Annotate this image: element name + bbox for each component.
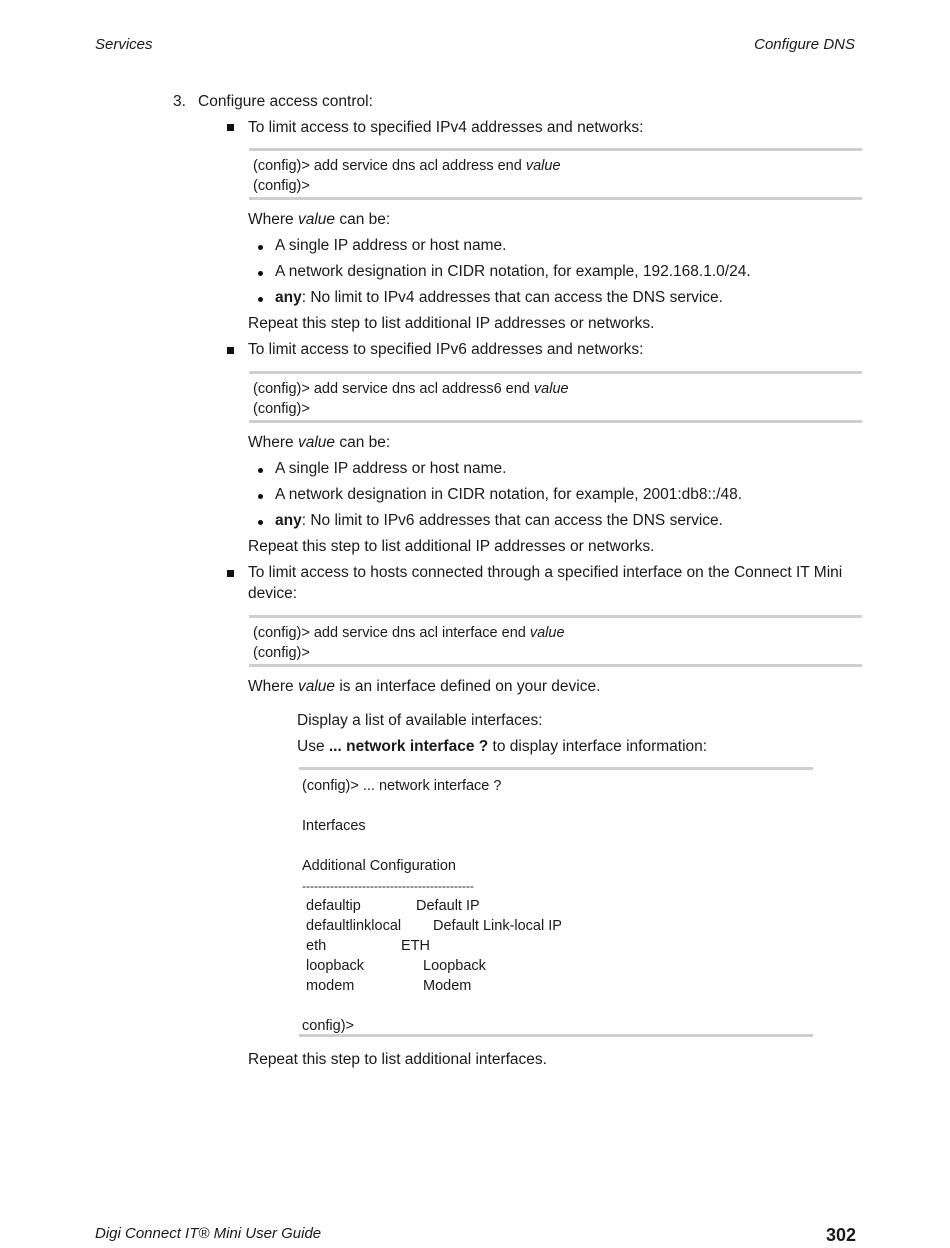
listing-prompt: config)> bbox=[302, 1018, 354, 1034]
ipv4-code-block bbox=[249, 148, 862, 200]
keyword: any bbox=[275, 512, 302, 529]
listing-section-heading: Interfaces bbox=[302, 818, 366, 834]
command-text: (config)> add service dns acl address end bbox=[253, 158, 526, 174]
ipv6-bullet-text: To limit access to specified IPv6 addresses and networks: bbox=[248, 341, 644, 358]
bullet-dot-icon bbox=[258, 494, 263, 499]
bullet-dot-icon bbox=[258, 271, 263, 276]
text: Where bbox=[248, 211, 298, 228]
ipv4-where-text bbox=[248, 210, 390, 230]
bullet-dot-icon bbox=[258, 297, 263, 302]
interface-name: defaultlinklocal bbox=[306, 918, 402, 934]
iface-command-line bbox=[253, 623, 565, 643]
command-text: (config)> add service dns acl address6 end bbox=[253, 381, 534, 397]
text: Use bbox=[297, 738, 329, 755]
ipv4-command-line bbox=[253, 156, 561, 176]
iface-use-text bbox=[297, 737, 707, 757]
text: : No limit to IPv4 addresses that can access the DNS service. bbox=[301, 289, 723, 306]
keyword: any bbox=[275, 289, 302, 306]
ipv4-bullet-text: To limit access to specified IPv4 addresses and networks: bbox=[248, 119, 644, 136]
value-term: value bbox=[297, 678, 336, 695]
square-bullet-icon bbox=[227, 347, 234, 354]
iface-where-text bbox=[248, 677, 600, 697]
list-item: A network designation in CIDR notation, for example, 2001:db8::/48. bbox=[275, 486, 743, 503]
iface-bullet-text-line2: device: bbox=[248, 585, 298, 602]
iface-repeat-text: Repeat this step to list additional interfaces. bbox=[248, 1051, 547, 1068]
ipv6-where-text bbox=[248, 433, 390, 453]
text: Where bbox=[248, 678, 298, 695]
value-term: value bbox=[297, 434, 336, 451]
ipv4-prompt-line: (config)> bbox=[253, 178, 310, 194]
text: can be: bbox=[335, 211, 391, 228]
listing-section-heading: Additional Configuration bbox=[302, 858, 456, 874]
value-term: value bbox=[297, 211, 336, 228]
command-placeholder: value bbox=[525, 158, 561, 174]
bullet-dot-icon bbox=[258, 468, 263, 473]
iface-code-block bbox=[249, 615, 862, 667]
running-header-section: Services bbox=[95, 36, 153, 53]
ipv6-code-block bbox=[249, 371, 862, 423]
interface-name: defaultip bbox=[306, 898, 361, 914]
footer-guide-title: Digi Connect IT® Mini User Guide bbox=[95, 1225, 322, 1242]
step-title: Configure access control: bbox=[198, 93, 373, 110]
bullet-dot-icon bbox=[258, 245, 263, 250]
text: is an interface defined on your device. bbox=[335, 678, 601, 695]
command-placeholder: value bbox=[529, 625, 565, 641]
text: Where bbox=[248, 434, 298, 451]
listing-separator: ------------------------------------------- bbox=[302, 879, 474, 893]
interface-name: eth bbox=[306, 938, 327, 954]
text: can be: bbox=[335, 434, 391, 451]
list-item: A single IP address or host name. bbox=[275, 237, 507, 254]
command-keyword: ... network interface ? bbox=[328, 738, 489, 755]
interface-description: Modem bbox=[423, 978, 472, 994]
text: to display interface information: bbox=[488, 738, 708, 755]
list-item: A network designation in CIDR notation, for example, 192.168.1.0/24. bbox=[275, 263, 751, 280]
ipv6-repeat-text: Repeat this step to list additional IP addresses or networks. bbox=[248, 538, 655, 555]
command-placeholder: value bbox=[533, 381, 569, 397]
interface-description: Default IP bbox=[416, 898, 480, 914]
command-text: (config)> add service dns acl interface end bbox=[253, 625, 530, 641]
list-item: A single IP address or host name. bbox=[275, 460, 507, 477]
interface-description: Loopback bbox=[423, 958, 486, 974]
iface-prompt-line: (config)> bbox=[253, 645, 310, 661]
bullet-dot-icon bbox=[258, 520, 263, 525]
step-number: 3. bbox=[173, 93, 186, 110]
running-header-topic: Configure DNS bbox=[754, 36, 855, 53]
ipv6-command-line bbox=[253, 379, 569, 399]
list-item bbox=[275, 511, 723, 531]
listing-command: (config)> ... network interface ? bbox=[302, 778, 502, 794]
interface-name: loopback bbox=[306, 958, 365, 974]
ipv6-prompt-line: (config)> bbox=[253, 401, 310, 417]
square-bullet-icon bbox=[227, 570, 234, 577]
text: : No limit to IPv6 addresses that can access the DNS service. bbox=[301, 512, 723, 529]
list-item bbox=[275, 288, 723, 308]
interface-description: Default Link-local IP bbox=[433, 918, 562, 934]
interface-name: modem bbox=[306, 978, 355, 994]
ipv4-repeat-text: Repeat this step to list additional IP addresses or networks. bbox=[248, 315, 655, 332]
iface-display-text: Display a list of available interfaces: bbox=[297, 712, 543, 729]
iface-bullet-text-line1: To limit access to hosts connected through a specified interface on the Connect IT Mini bbox=[248, 564, 843, 581]
interface-description: ETH bbox=[401, 938, 430, 954]
page-number: 302 bbox=[825, 1225, 856, 1245]
square-bullet-icon bbox=[227, 124, 234, 131]
interface-listing-code-block bbox=[299, 767, 813, 1037]
